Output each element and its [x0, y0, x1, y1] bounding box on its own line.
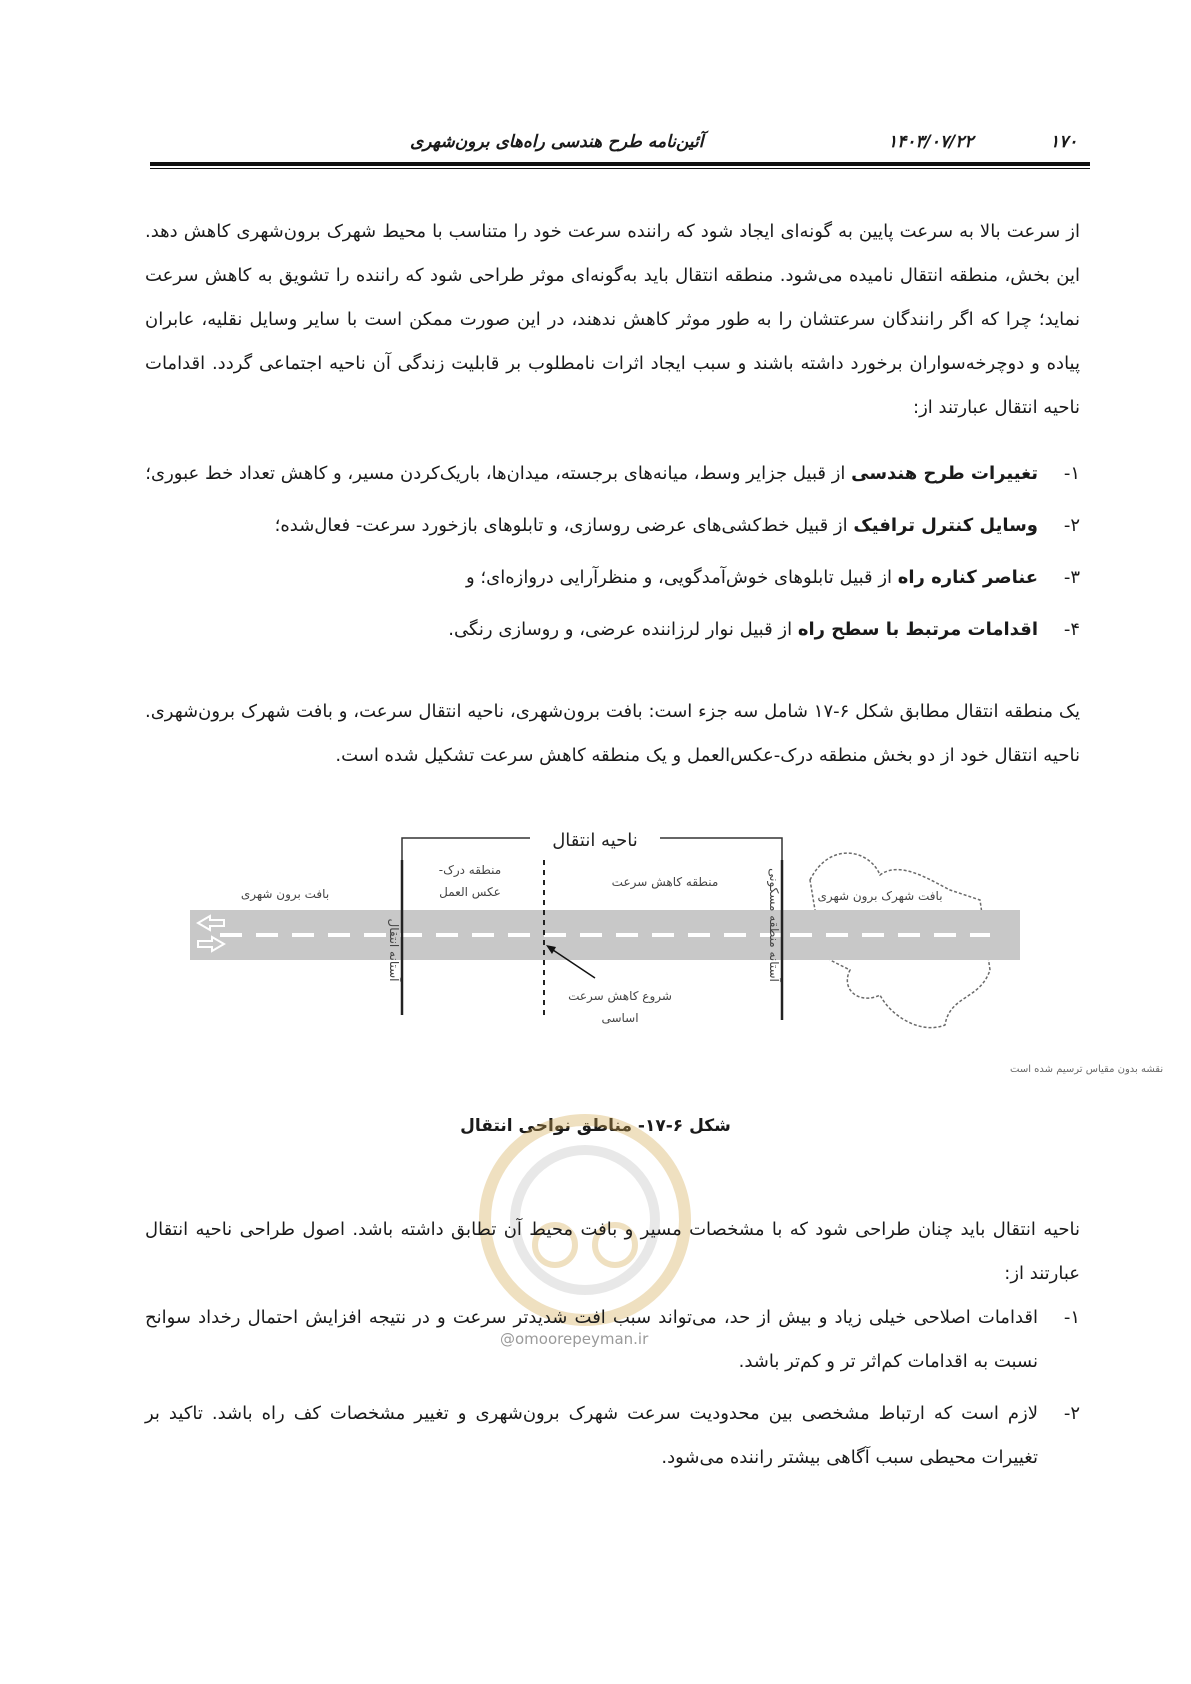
paragraph-components: یک منطقه انتقال مطابق شکل ۶-۱۷ شامل سه جزء است: بافت برون‌شهری، ناحیه انتقال سرعت، و بافت شهرک برون‌شهری. ناحیه انتقال خود از دو بخش منطقه درک-عکس‌العمل و یک منطقه کاهش سرعت تشکیل شده است. [145, 701, 1080, 766]
watermark-url: @omoorepeyman.ir [500, 1330, 649, 1348]
town-fabric-label: بافت شهرک برون شهری [817, 889, 943, 903]
figure-caption: شکل ۶-۱۷- مناطق نواحی انتقال [460, 1116, 731, 1136]
start-decel-label-1: شروع کاهش سرعت [568, 989, 672, 1003]
list-item: ۴- اقدامات مرتبط با سطح راه از قبیل نوار لرزاننده عرضی، و روسازی رنگی. [448, 619, 1080, 640]
measures-list [145, 452, 1080, 660]
header-title: آئین‌نامه طرح هندسی راه‌های برون‌شهری [410, 132, 704, 152]
page-number: ۱۷۰ [1050, 132, 1078, 152]
perception-label-1: منطقه درک- [438, 863, 502, 877]
principles-list [145, 1296, 1080, 1488]
transition-zone-label: ناحیه انتقال [552, 830, 638, 851]
transition-threshold-label: آستانه انتقال [387, 918, 401, 982]
list-item: ۱- تغییرات طرح هندسی از قبیل جزایر وسط، میانه‌های برجسته، میدان‌ها، باریک‌کردن مسیر، و کاهش تعداد خط عبوری؛ [145, 463, 1080, 484]
paragraph-intro: از سرعت بالا به سرعت پایین به گونه‌ای ایجاد شود که راننده سرعت خود را متناسب با محیط شهرک برون‌شهری کاهش دهد. این بخش، منطقه انتقال نامیده می‌شود. منطقه انتقال باید به‌گونه‌ای موثر طراحی شود که راننده را تشویق به کاهش سرعت نماید؛ چرا که اگر رانندگان سرعتشان را به طور موثر کاهش ندهند، در این صورت ممکن است با سایر وسایل نقلیه، عابران پیاده و دوچرخه‌سواران برخورد داشته باشند و سبب ایجاد اثرات نامطلوب بر قابلیت زندگی آن ناحیه اجتماعی گردد. اقدامات ناحیه انتقال عبارتند از: [145, 221, 1080, 418]
header-rule-thick [150, 162, 1090, 166]
transition-zone-figure [190, 820, 1164, 1090]
deceleration-zone-label: منطقه کاهش سرعت [611, 875, 719, 889]
paragraph-principles-intro: ناحیه انتقال باید چنان طراحی شود که با مشخصات مسیر و بافت محیط آن تطابق داشته باشد. اصول طراحی ناحیه انتقال عبارتند از: [145, 1219, 1080, 1284]
list-item: ۳- عناصر کناره راه از قبیل تابلوهای خوش‌آمدگویی، و منظرآرایی دروازه‌ای؛ و [465, 567, 1080, 588]
page-header [150, 128, 1090, 160]
list-item: ۲- لازم است که ارتباط مشخصی بین محدودیت سرعت شهرک برون‌شهری و تغییر مشخصات کف راه باشد. تاکید بر تغییرات محیطی سبب آگاهی بیشتر راننده می‌شود. [145, 1403, 1080, 1468]
start-decel-label-2: اساسی [601, 1011, 639, 1025]
residential-threshold-label: آستانه منطقه مسکونی [767, 868, 781, 982]
list-item: ۲- وسایل کنترل ترافیک از قبیل خط‌کشی‌های عرضی روسازی، و تابلوهای بازخورد سرعت- فعال‌شده؛ [274, 515, 1080, 536]
perception-label-2: عکس العمل [439, 885, 501, 899]
header-rule-thin [150, 168, 1090, 169]
header-date: ۱۴۰۳/۰۷/۲۲ [888, 132, 974, 152]
scale-note: نقشه بدون مقیاس ترسیم شده است [1010, 1064, 1164, 1075]
rural-fabric-label: بافت برون شهری [240, 887, 330, 901]
list-item: ۱- اقدامات اصلاحی خیلی زیاد و بیش از حد، می‌تواند سبب افت شدیدتر سرعت و در نتیجه افزایش احتمال رخداد سوانح نسبت به اقدامات کم‌اثر تر و کم‌تر باشد. [145, 1307, 1080, 1372]
